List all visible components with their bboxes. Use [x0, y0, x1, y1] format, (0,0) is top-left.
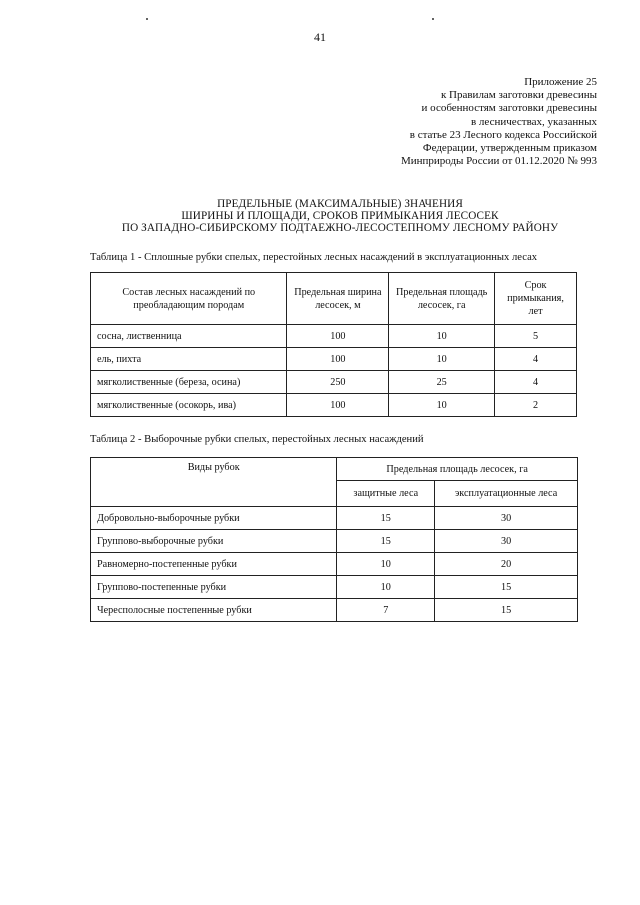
- appendix-line: к Правилам заготовки древесины: [440, 89, 597, 102]
- page-number: 41: [314, 30, 326, 44]
- appendix-line: в лесничествах, указанных: [470, 115, 597, 128]
- table-cell: 10: [337, 553, 435, 576]
- table-cell: 15: [337, 530, 435, 553]
- table2-caption: Таблица 2 - Выборочные рубки спелых, перестойных лесных насаждений: [90, 434, 424, 445]
- table2-header-row: [91, 458, 578, 481]
- table-cell: мягколиственные (осокорь, ива): [91, 394, 287, 417]
- table-cell: 15: [435, 576, 578, 599]
- table-cell: 4: [495, 348, 577, 371]
- table-cell: Добровольно-выборочные рубки: [91, 507, 337, 530]
- table2-header-cell: Предельная площадь лесосек, га: [337, 458, 578, 481]
- appendix-line: и особенностям заготовки древесины: [421, 102, 597, 115]
- table-row: [91, 348, 577, 371]
- table-cell: 100: [287, 325, 389, 348]
- table-cell: Чересполосные постепенные рубки: [91, 599, 337, 622]
- table-row: [91, 530, 578, 553]
- table-cell: 10: [389, 325, 495, 348]
- table-cell: 5: [495, 325, 577, 348]
- document-title: [60, 198, 620, 234]
- table2-header-cell: защитные леса: [337, 481, 435, 507]
- appendix-line: в статье 23 Лесного кодекса Российской: [409, 128, 597, 141]
- table-cell: ель, пихта: [91, 348, 287, 371]
- table-row: [91, 553, 578, 576]
- table-cell: 15: [435, 599, 578, 622]
- table-cell: Группово-выборочные рубки: [91, 530, 337, 553]
- table-row: [91, 576, 578, 599]
- table-cell: 20: [435, 553, 578, 576]
- table-row: [91, 394, 577, 417]
- table-row: [91, 371, 577, 394]
- table1-caption: Таблица 1 - Сплошные рубки спелых, перестойных лесных насаждений в эксплуатационных лесах: [90, 252, 538, 263]
- table1-header-cell: Предельная ширина лесосек, м: [287, 273, 389, 325]
- table-cell: 250: [287, 371, 389, 394]
- table-cell: Группово-постепенные рубки: [91, 576, 337, 599]
- table-cell: 10: [389, 348, 495, 371]
- scan-speck: [146, 18, 148, 20]
- table-row: [91, 325, 577, 348]
- title-line: ПРЕДЕЛЬНЫЕ (МАКСИМАЛЬНЫЕ) ЗНАЧЕНИЯ: [217, 198, 463, 210]
- table-cell: 10: [337, 576, 435, 599]
- table-cell: Равномерно-постепенные рубки: [91, 553, 337, 576]
- table1-header-cell: Предельная площадь лесосек, га: [389, 273, 495, 325]
- table-cell: 30: [435, 507, 578, 530]
- table-cell: 100: [287, 348, 389, 371]
- appendix-line: Федерации, утвержденным приказом: [422, 142, 597, 155]
- appendix-line: Минприроды России от 01.12.2020 № 993: [400, 155, 597, 168]
- table-cell: сосна, лиственница: [91, 325, 287, 348]
- table-cell: 7: [337, 599, 435, 622]
- table-cell: мягколиственные (береза, осина): [91, 371, 287, 394]
- table2-header-cell: Виды рубок: [91, 458, 337, 507]
- scan-speck: [432, 18, 434, 20]
- table-cell: 30: [435, 530, 578, 553]
- table1-header-cell: Срок примыкания, лет: [495, 273, 577, 325]
- table-cell: 15: [337, 507, 435, 530]
- table1-header-row: [91, 273, 577, 325]
- table-cell: 10: [389, 394, 495, 417]
- table-row: [91, 599, 578, 622]
- table-cell: 4: [495, 371, 577, 394]
- title-line: ПО ЗАПАДНО-СИБИРСКОМУ ПОДТАЕЖНО-ЛЕСОСТЕПНОМУ ЛЕСНОМУ РАЙОНУ: [121, 222, 559, 234]
- appendix-reference: [401, 76, 597, 168]
- table2-header-cell: эксплуатационные леса: [435, 481, 578, 507]
- title-line: ШИРИНЫ И ПЛОЩАДИ, СРОКОВ ПРИМЫКАНИЯ ЛЕСОСЕК: [181, 210, 499, 222]
- table1-header-cell: Состав лесных насаждений по преобладающим породам: [91, 273, 287, 325]
- table-row: [91, 507, 578, 530]
- table2: [90, 457, 578, 622]
- table-cell: 100: [287, 394, 389, 417]
- table-cell: 2: [495, 394, 577, 417]
- table1: [90, 272, 577, 417]
- appendix-line: Приложение 25: [524, 76, 597, 88]
- table-cell: 25: [389, 371, 495, 394]
